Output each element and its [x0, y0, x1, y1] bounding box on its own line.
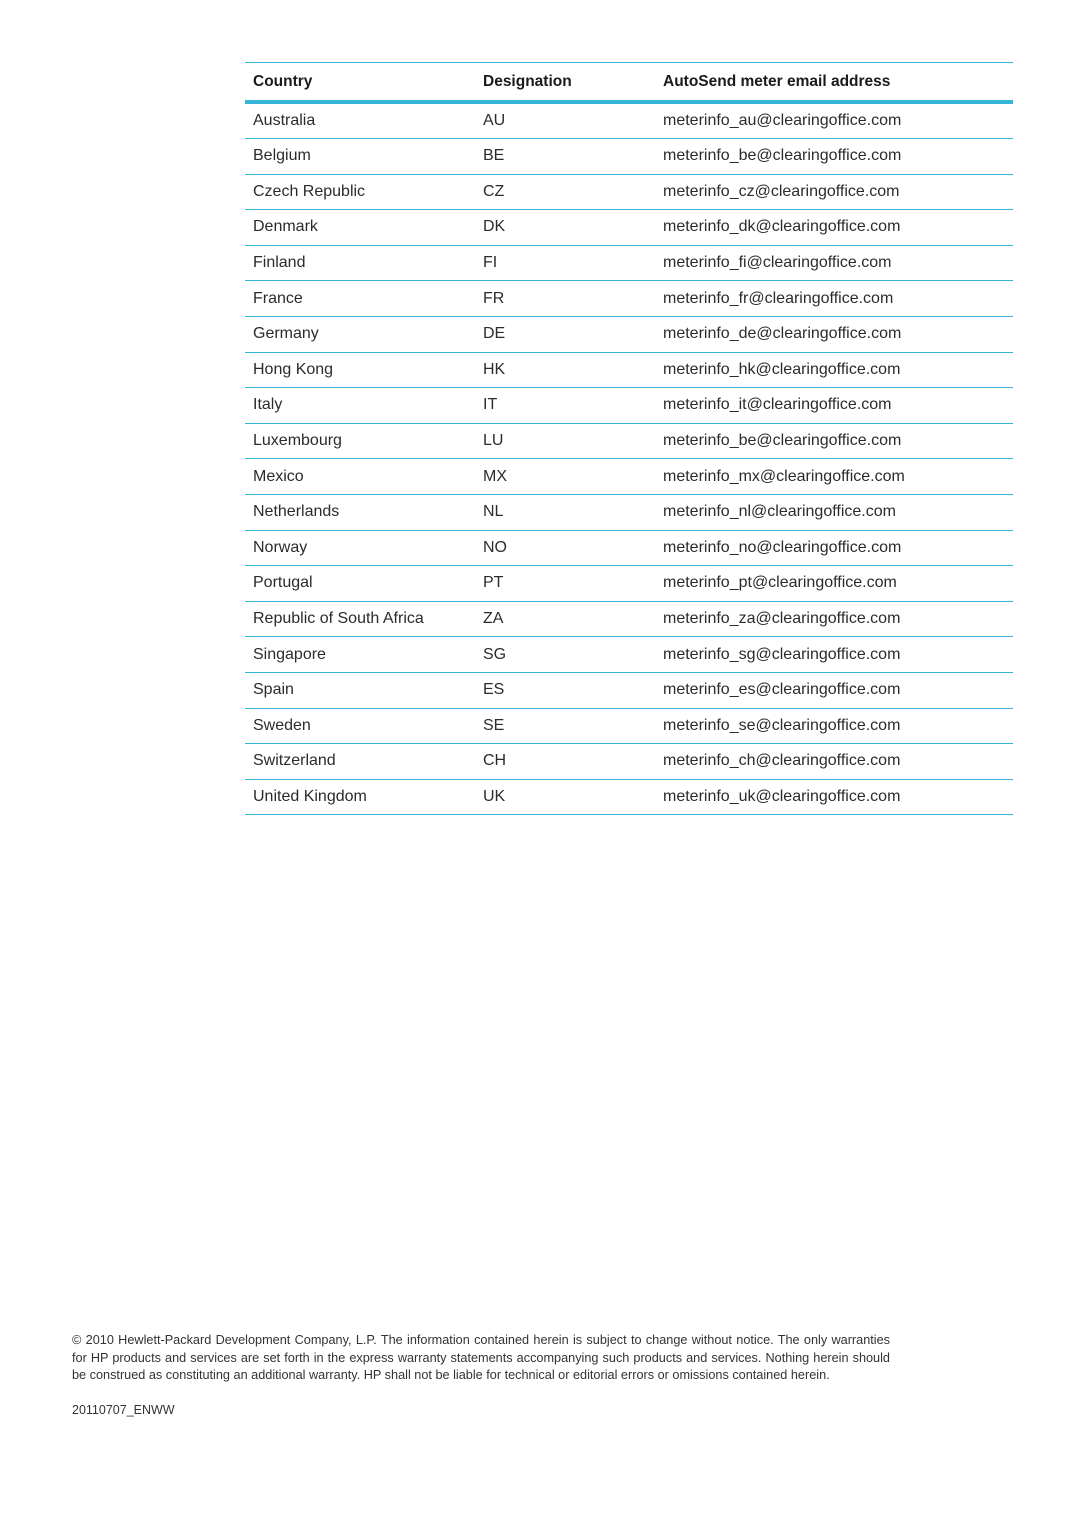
table-body [245, 102, 1013, 815]
email-cell: meterinfo_de@clearingoffice.com [655, 316, 1013, 352]
email-cell: meterinfo_it@clearingoffice.com [655, 388, 1013, 424]
table-row [245, 139, 1013, 175]
country-cell: Finland [245, 245, 475, 281]
country-cell: Sweden [245, 708, 475, 744]
country-cell: Singapore [245, 637, 475, 673]
table-row [245, 779, 1013, 815]
table-row [245, 102, 1013, 139]
designation-cell: CH [475, 744, 655, 780]
email-cell: meterinfo_se@clearingoffice.com [655, 708, 1013, 744]
country-cell: Czech Republic [245, 174, 475, 210]
table-header-row [245, 63, 1013, 103]
table-row [245, 708, 1013, 744]
table-row [245, 423, 1013, 459]
designation-cell: DE [475, 316, 655, 352]
autosend-meter-table-container [245, 62, 1013, 815]
country-cell: Belgium [245, 139, 475, 175]
country-cell: Mexico [245, 459, 475, 495]
table-row [245, 174, 1013, 210]
table-row [245, 672, 1013, 708]
country-cell: France [245, 281, 475, 317]
table-header [245, 63, 1013, 103]
designation-cell: AU [475, 102, 655, 139]
designation-cell: NL [475, 494, 655, 530]
country-cell: United Kingdom [245, 779, 475, 815]
table-row [245, 352, 1013, 388]
country-cell: Hong Kong [245, 352, 475, 388]
email-cell: meterinfo_ch@clearingoffice.com [655, 744, 1013, 780]
email-cell: meterinfo_hk@clearingoffice.com [655, 352, 1013, 388]
header-country: Country [245, 63, 475, 103]
designation-cell: HK [475, 352, 655, 388]
table-row [245, 494, 1013, 530]
country-cell: Australia [245, 102, 475, 139]
country-cell: Netherlands [245, 494, 475, 530]
designation-cell: CZ [475, 174, 655, 210]
designation-cell: FR [475, 281, 655, 317]
header-designation: Designation [475, 63, 655, 103]
designation-cell: NO [475, 530, 655, 566]
table-row [245, 388, 1013, 424]
email-cell: meterinfo_uk@clearingoffice.com [655, 779, 1013, 815]
document-code: 20110707_ENWW [72, 1402, 175, 1417]
email-cell: meterinfo_za@clearingoffice.com [655, 601, 1013, 637]
designation-cell: UK [475, 779, 655, 815]
designation-cell: PT [475, 566, 655, 602]
email-cell: meterinfo_be@clearingoffice.com [655, 139, 1013, 175]
designation-cell: FI [475, 245, 655, 281]
table-row [245, 316, 1013, 352]
country-cell: Portugal [245, 566, 475, 602]
designation-cell: ES [475, 672, 655, 708]
table-row [245, 245, 1013, 281]
table-row [245, 601, 1013, 637]
table-row [245, 566, 1013, 602]
email-cell: meterinfo_cz@clearingoffice.com [655, 174, 1013, 210]
country-cell: Spain [245, 672, 475, 708]
designation-cell: SG [475, 637, 655, 673]
email-cell: meterinfo_pt@clearingoffice.com [655, 566, 1013, 602]
table-row [245, 281, 1013, 317]
country-cell: Switzerland [245, 744, 475, 780]
autosend-meter-table [245, 62, 1013, 815]
designation-cell: ZA [475, 601, 655, 637]
email-cell: meterinfo_dk@clearingoffice.com [655, 210, 1013, 246]
table-row [245, 459, 1013, 495]
email-cell: meterinfo_mx@clearingoffice.com [655, 459, 1013, 495]
email-cell: meterinfo_es@clearingoffice.com [655, 672, 1013, 708]
email-cell: meterinfo_sg@clearingoffice.com [655, 637, 1013, 673]
designation-cell: MX [475, 459, 655, 495]
email-cell: meterinfo_nl@clearingoffice.com [655, 494, 1013, 530]
country-cell: Norway [245, 530, 475, 566]
country-cell: Germany [245, 316, 475, 352]
header-email: AutoSend meter email address [655, 63, 1013, 103]
country-cell: Denmark [245, 210, 475, 246]
designation-cell: LU [475, 423, 655, 459]
email-cell: meterinfo_no@clearingoffice.com [655, 530, 1013, 566]
designation-cell: DK [475, 210, 655, 246]
email-cell: meterinfo_fr@clearingoffice.com [655, 281, 1013, 317]
copyright-notice: © 2010 Hewlett-Packard Development Company, L.P. The information contained herein is subject to change without notice. The only warranties for HP products and services are set forth in the express warranty statements accompanying such products and services. Nothing herein should be construed as constituting an additional warranty. HP shall not be liable for technical or editorial errors or omissions contained herein. [72, 1333, 890, 1383]
designation-cell: SE [475, 708, 655, 744]
email-cell: meterinfo_be@clearingoffice.com [655, 423, 1013, 459]
country-cell: Luxembourg [245, 423, 475, 459]
email-cell: meterinfo_au@clearingoffice.com [655, 102, 1013, 139]
table-row [245, 530, 1013, 566]
country-cell: Republic of South Africa [245, 601, 475, 637]
table-row [245, 637, 1013, 673]
country-cell: Italy [245, 388, 475, 424]
designation-cell: IT [475, 388, 655, 424]
email-cell: meterinfo_fi@clearingoffice.com [655, 245, 1013, 281]
page-footer [72, 1332, 890, 1417]
designation-cell: BE [475, 139, 655, 175]
table-row [245, 210, 1013, 246]
table-row [245, 744, 1013, 780]
